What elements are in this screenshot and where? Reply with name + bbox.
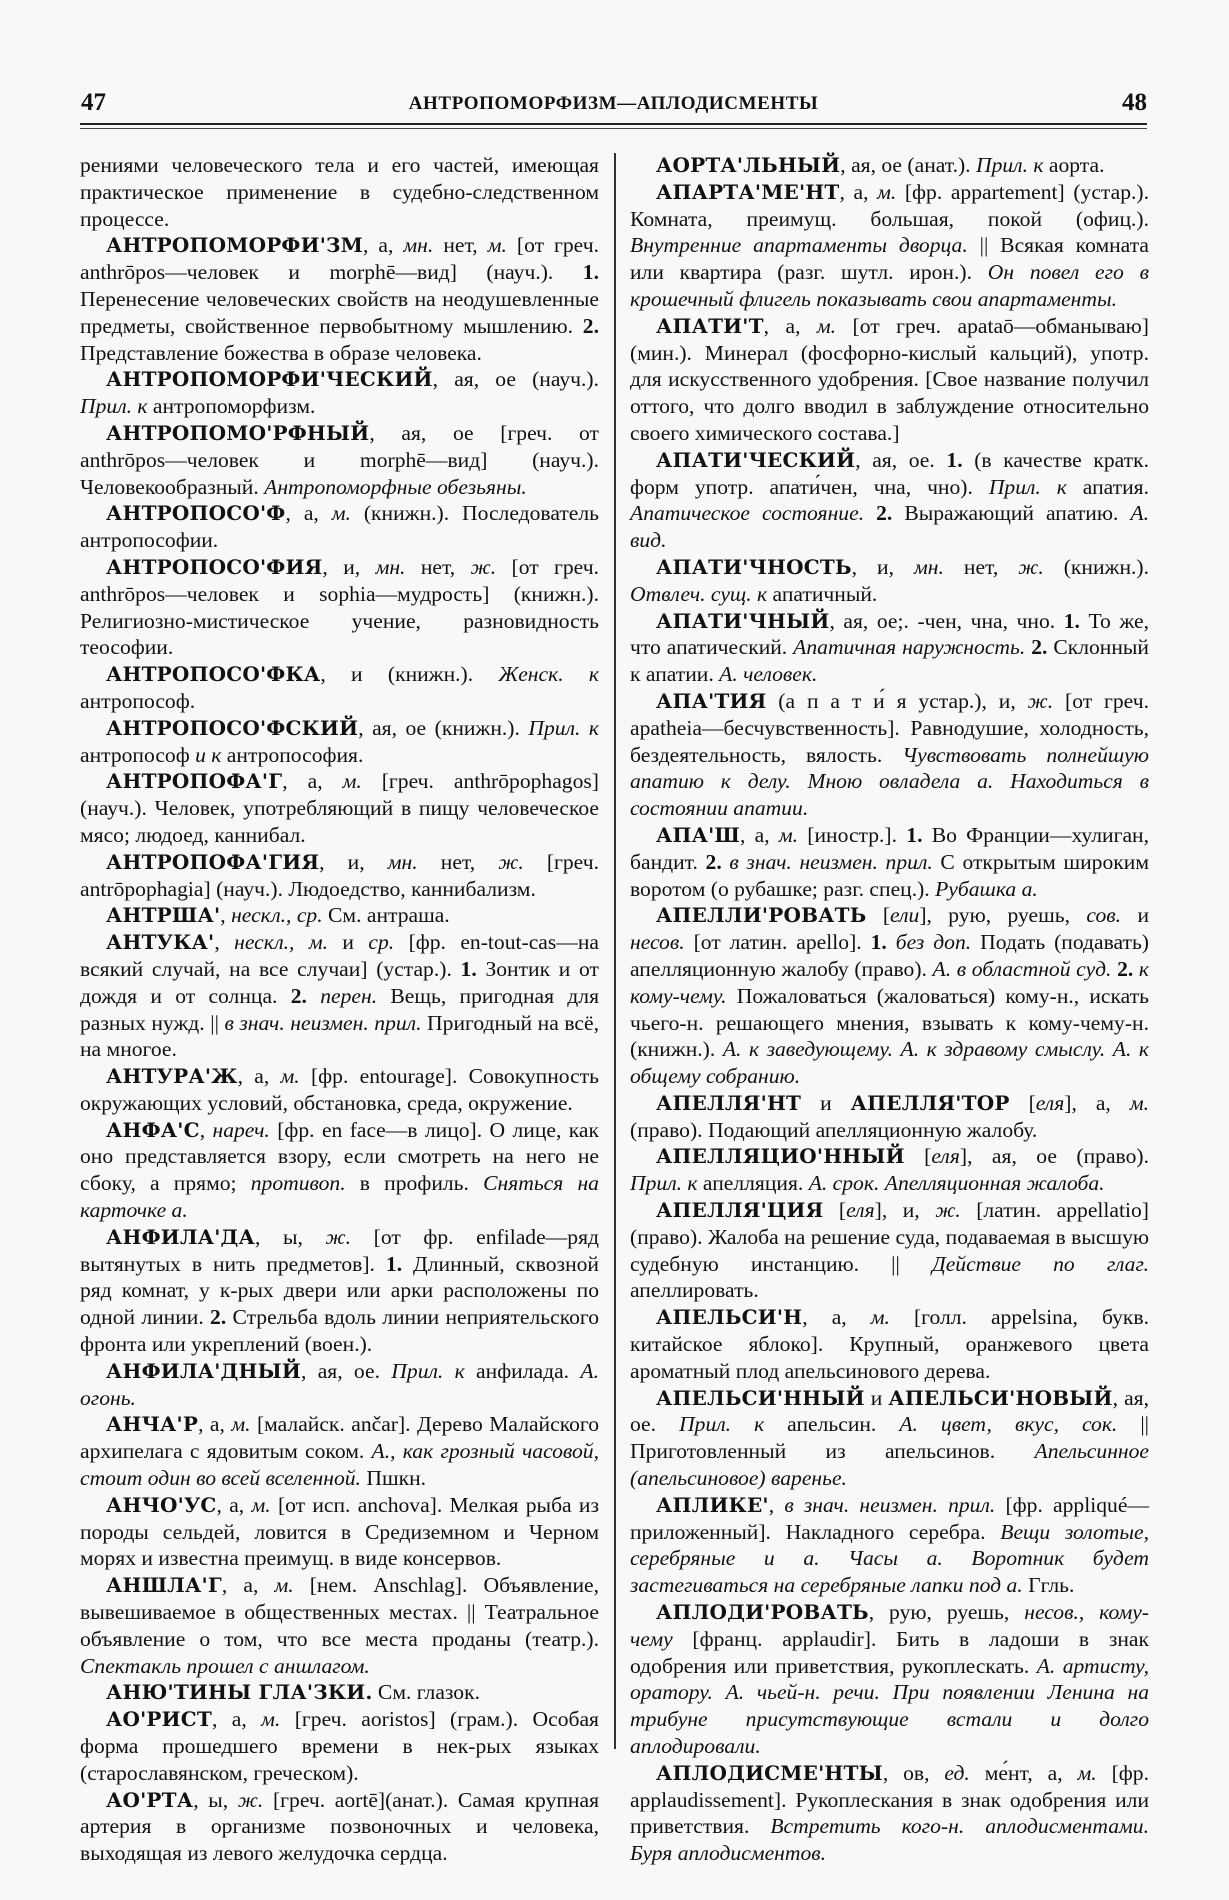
- italic-text: ж.: [325, 1224, 352, 1249]
- body-text: , ов,: [882, 1760, 945, 1785]
- italic-text: м.: [274, 1573, 294, 1598]
- italic-text: нареч.: [212, 1117, 270, 1142]
- bold-text: 1.: [946, 447, 963, 472]
- body-text: апельсин.: [764, 1412, 900, 1437]
- body-text: [нем. Anschlag]. Объявление, вывешиваемое в общественных местах. || Театральное объявление о том, что все места проданы (театр.).: [80, 1573, 599, 1651]
- bold-text: 1.: [582, 260, 599, 285]
- dictionary-entry: [630, 688, 1149, 822]
- italic-text: Прил. к: [988, 474, 1067, 499]
- italic-text: без доп.: [895, 930, 972, 955]
- dictionary-entry: [80, 500, 599, 554]
- right-column: [630, 152, 1149, 1867]
- italic-text: м.: [1077, 1760, 1097, 1785]
- body-text: || Всякая комната или квартира (разг. шутл. ирон.).: [630, 233, 1149, 285]
- body-text: , ая, ое.: [300, 1358, 392, 1383]
- bold-text: 1.: [1063, 608, 1080, 633]
- headword: АНТРОПОФА'Г: [106, 769, 283, 794]
- italic-text: перен.: [320, 983, 378, 1008]
- body-text: Выражающий апатию.: [892, 501, 1131, 526]
- italic-text: мн.: [914, 554, 944, 579]
- bold-text: 2.: [1117, 956, 1134, 981]
- body-text: Пожаловаться (жаловаться) кому-н., искать чьего-н. решающего мнения, взывать к кому-чему-н. (книжн.).: [630, 983, 1149, 1062]
- bold-text: 2.: [1031, 635, 1048, 660]
- body-text: нет,: [405, 554, 471, 579]
- body-text: [греч. anthrōpophagos] (науч.). Человек, употребляющий в пищу человеческое мясо; людоед, каннибал.: [80, 769, 599, 847]
- headword: АПАТИ'ЧЕСКИЙ: [656, 447, 856, 472]
- headword: АПЕЛЛЯ'НТ: [656, 1090, 802, 1115]
- body-text: [307, 984, 320, 1008]
- italic-text: Сняться на карточке а.: [80, 1171, 599, 1223]
- italic-text: Женск. к: [498, 662, 599, 687]
- body-text: [малайск. ančar]. Дерево Малайского архипелага с ядовитым соком.: [80, 1412, 599, 1464]
- body-text: ,: [768, 1492, 785, 1517]
- dictionary-entry: [80, 232, 599, 366]
- body-text: [от исп. anchova]. Мелкая рыба из породы сельдей, ловится в Средиземном и Черном морях и известна преимущ. в виде консервов.: [80, 1492, 599, 1571]
- italic-text: Прил. к: [975, 153, 1044, 177]
- italic-text: Он повел его в крошечный флигель показывать свои апартаменты.: [630, 260, 1149, 311]
- italic-text: Встретить кого-н. аплодисментами. Буря аплодисментов.: [630, 1814, 1149, 1866]
- italic-text: несов., кому-чему: [630, 1600, 1149, 1651]
- bold-text: 1.: [906, 822, 923, 847]
- italic-text: А. огонь.: [80, 1358, 599, 1410]
- italic-text: А. артисту, оратору. А. чьей-н. речи. При появлении Ленина на трибуне присутствующие встали и долго аплодировали.: [630, 1653, 1149, 1759]
- headword: АНТРОПОМОРФИ'ЗМ: [106, 233, 363, 258]
- dictionary-entry: [80, 661, 599, 715]
- italic-text: сов.: [1086, 903, 1122, 928]
- body-text: , а,: [802, 1305, 871, 1330]
- body-text: Пшкн.: [360, 1466, 427, 1491]
- body-text: нет,: [417, 849, 499, 874]
- body-text: , ы,: [193, 1787, 238, 1812]
- italic-text: мн.: [403, 233, 434, 258]
- running-title: АНТРОПОМОРФИЗМ—АПЛОДИСМЕНТЫ: [408, 93, 819, 114]
- body-text: То же, что апатический.: [630, 608, 1149, 660]
- italic-text: нескл., ср.: [231, 903, 323, 928]
- body-text: , а,: [198, 1412, 232, 1437]
- body-text: [от греч. apataō—обманываю] (мин.). Минерал (фосфорно-кислый кальций), употр. для искусственного удобрения. [Свое название получил оттого, что долго вводил в заблуждение относительно своего химического состава.]: [630, 313, 1149, 445]
- body-text: ,: [214, 930, 235, 955]
- body-text: ме́нт, а,: [969, 1760, 1078, 1785]
- italic-text: м.: [331, 501, 351, 526]
- italic-text: Апатичная наружность.: [793, 635, 1026, 660]
- dictionary-entry: [630, 1760, 1149, 1867]
- body-text: [от греч. anthrōpos—человек и sophia—мудрость] (книжн.). Религиозно-мистическое учение, разновидность теософии.: [80, 554, 599, 660]
- headword: АНФА'С: [106, 1117, 200, 1142]
- body-text: [фр. appartement] (устар.). Комната, преимущ. большая, покой (офиц.).: [630, 179, 1149, 231]
- body-text: антропософия.: [221, 742, 364, 767]
- body-text: (книжн.). Последователь антропософии.: [80, 501, 599, 553]
- body-text: С открытым широким воротом (о рубашке; разг. спец.).: [630, 849, 1149, 901]
- headword: АПА'Ш: [656, 822, 740, 847]
- body-text: [от латин. apello].: [684, 930, 871, 955]
- italic-text: Действие по глаг.: [931, 1251, 1149, 1276]
- headword: АПЕЛЬСИ'Н: [656, 1305, 803, 1330]
- dictionary-entry: [630, 179, 1149, 313]
- body-text: [от фр. enfilade—ряд вытянутых в нить предметов].: [80, 1224, 599, 1276]
- dictionary-entry: [80, 902, 599, 929]
- body-text: [голл. appelsina, букв. китайское яблоко]. Крупный, оранжевого цвета ароматный плод апельсинового дерева.: [630, 1305, 1149, 1383]
- body-text: в профиль.: [345, 1171, 484, 1196]
- body-text: антропоморфизм.: [147, 394, 316, 419]
- headword: АПА'ТИЯ: [656, 688, 767, 713]
- body-text: См. глазок.: [372, 1680, 480, 1705]
- dictionary-entry: [630, 1385, 1149, 1492]
- body-text: [: [866, 903, 891, 928]
- italic-text: Чувствовать полнейшую апатию к делу. Мною овладела а. Находиться в состоянии апатии.: [630, 742, 1149, 821]
- headword: АНТРОПОМОРФИ'ЧЕСКИЙ: [106, 367, 433, 392]
- italic-text: мн.: [387, 849, 418, 874]
- body-text: [фр. appliqué—приложенный]. Накладного серебра.: [630, 1492, 1149, 1544]
- body-text: , ая, ое.: [855, 447, 947, 472]
- italic-text: ед.: [944, 1760, 970, 1785]
- headword: АНШЛА'Г: [106, 1573, 222, 1598]
- headword: АНЮ'ТИНЫ ГЛА'ЗКИ.: [106, 1680, 373, 1705]
- body-text: , а,: [221, 1573, 275, 1598]
- body-text: , а,: [739, 822, 779, 847]
- body-text: , ая, ое (анат.).: [840, 153, 976, 177]
- italic-text: еля: [1035, 1090, 1065, 1115]
- body-text: ,: [199, 1117, 213, 1142]
- body-text: [: [904, 1144, 932, 1169]
- body-text: ], и,: [874, 1198, 936, 1223]
- headword: АПАРТА'МЕ'НТ: [656, 179, 840, 204]
- bold-text: 1.: [385, 1251, 403, 1276]
- dictionary-entry: [80, 420, 599, 500]
- body-text: анфилада.: [464, 1358, 581, 1383]
- body-text: , ая, ое.: [630, 1385, 1149, 1437]
- headword: АПЕЛЛИ'РОВАТЬ: [656, 903, 867, 928]
- headword: АНТУКА': [106, 930, 215, 955]
- headword: АНТРОПОСО'Ф: [106, 501, 286, 526]
- italic-text: Рубашка а.: [935, 876, 1038, 901]
- italic-text: и к: [195, 742, 222, 767]
- header-double-rule: [80, 123, 1147, 129]
- italic-text: ж.: [1018, 554, 1044, 579]
- body-text: , рую, руешь,: [868, 1600, 1025, 1625]
- italic-text: мн.: [375, 554, 406, 579]
- italic-text: м.: [261, 1707, 281, 1732]
- body-text: ], а,: [1064, 1090, 1130, 1115]
- headword: АНТРОПОМО'РФНЫЙ: [106, 420, 370, 445]
- dictionary-entry: [630, 822, 1149, 902]
- italic-text: ели: [890, 903, 920, 928]
- body-text: [от греч. apatheia—бесчувственность]. Равнодушие, холодность, бездеятельность, вялость.: [630, 688, 1149, 767]
- body-text: [фр. en-tout-cas—на всякий случай, на все случаи] (устар.).: [80, 930, 600, 981]
- dictionary-entry: [80, 849, 599, 903]
- dictionary-entry: [80, 768, 599, 848]
- headword: АПЕЛЬСИ'ННЫЙ: [656, 1385, 865, 1410]
- dictionary-entry: [80, 929, 599, 1063]
- italic-text: А. человек.: [719, 662, 818, 687]
- italic-text: м.: [342, 769, 362, 794]
- italic-text: еля: [846, 1198, 875, 1223]
- italic-text: м.: [877, 179, 897, 204]
- headword: АО'РИСТ: [106, 1707, 212, 1732]
- dictionary-entry: [80, 1117, 599, 1224]
- headword: АПЕЛЬСИ'НОВЫЙ: [888, 1385, 1113, 1410]
- body-text: [: [1009, 1090, 1036, 1115]
- italic-text: Прил. к: [80, 394, 148, 419]
- body-text: Во Франции—хулиган, бандит.: [630, 822, 1149, 874]
- dictionary-entry: [80, 1787, 599, 1867]
- dictionary-entry: [80, 1679, 599, 1706]
- headword: АПЕЛЛЯ'ЦИЯ: [656, 1198, 824, 1223]
- dictionary-entry: [80, 1224, 599, 1358]
- body-text: [887, 930, 896, 954]
- body-text: ], ая, ое (право).: [959, 1144, 1149, 1169]
- italic-text: к кому-чему.: [630, 956, 1149, 1008]
- body-text: , ая, ое;. -чен, чна, чно.: [829, 608, 1064, 633]
- body-text: См. антраша.: [322, 903, 450, 928]
- body-text: Склонный к апатии.: [630, 635, 1149, 687]
- body-text: и: [328, 930, 369, 955]
- bold-text: 1.: [460, 956, 477, 981]
- dictionary-entry: [80, 554, 599, 661]
- body-text: , а,: [282, 769, 343, 794]
- dictionary-entry: [80, 1572, 599, 1679]
- headword: АНФИЛА'ДА: [106, 1224, 256, 1249]
- body-text: апатия.: [1066, 474, 1149, 499]
- italic-text: А. цвет, вкус, сок.: [899, 1412, 1118, 1437]
- italic-text: противоп.: [250, 1171, 346, 1196]
- body-text: [латин. appellatio] (право). Жалоба на решение суда, подаваемая в высшую судебную инстанцию. ||: [630, 1198, 1149, 1276]
- body-text: антропософ: [80, 742, 196, 767]
- body-text: , ы,: [255, 1224, 326, 1249]
- body-text: Стрельба вдоль линии неприятельского фронта или укреплений (воен.).: [80, 1305, 599, 1357]
- bold-text: 2.: [290, 983, 307, 1008]
- dictionary-entry: [630, 447, 1149, 554]
- body-text: антропософ.: [80, 688, 196, 713]
- body-text: [фр. applaudissement]. Рукоплескания в знак одобрения или приветствия.: [630, 1760, 1149, 1839]
- italic-text: ж.: [498, 849, 524, 874]
- body-text: , и (книжн.).: [320, 662, 499, 687]
- page-number-right: 48: [1122, 89, 1147, 116]
- body-text: и: [864, 1385, 889, 1410]
- italic-text: А. вид.: [630, 501, 1149, 553]
- italic-text: А. в областной суд.: [932, 956, 1112, 981]
- italic-text: ср.: [368, 930, 395, 955]
- body-text: , ая, ое (науч.).: [432, 367, 599, 392]
- body-text: [греч. aortē](анат.). Самая крупная артерия в организме позвоночных и человека, выходящая из левого желудочка сердца.: [80, 1787, 599, 1866]
- body-text: и: [1121, 903, 1149, 928]
- headword: АНТРОПОСО'ФСКИЙ: [106, 715, 359, 740]
- italic-text: Прил. к: [679, 1412, 765, 1437]
- body-text: Длинный, сквозной ряд комнат, у к-рых двери или арки расположены по одной линии.: [80, 1251, 599, 1330]
- body-text: , а,: [285, 501, 332, 526]
- body-text: [греч. aoristos] (грам.). Особая форма прошедшего времени в нек-рых языках (старославянском, греческом).: [80, 1707, 599, 1785]
- bold-text: 1.: [870, 930, 887, 955]
- italic-text: Внутренние апартаменты дворца.: [630, 233, 968, 258]
- body-text: аорта.: [1043, 153, 1105, 177]
- page-header: [80, 88, 1147, 122]
- headword: АНФИЛА'ДНЫЙ: [106, 1358, 301, 1383]
- italic-text: Спектакль прошел с аншлагом.: [80, 1653, 370, 1678]
- page-number-left: 47: [81, 89, 106, 116]
- column-divider: [614, 153, 616, 1749]
- body-text: || Приготовленный из апельсинов.: [630, 1412, 1149, 1464]
- italic-text: А., как грозный часовой, стоит один во всей вселенной.: [80, 1439, 599, 1491]
- body-text: , а,: [211, 1707, 262, 1732]
- dictionary-entry: [630, 1143, 1149, 1197]
- headword: АНЧО'УС: [106, 1492, 217, 1517]
- italic-text: Отвлеч. сущ. к: [630, 581, 768, 606]
- body-text: , и,: [322, 554, 376, 579]
- italic-text: м.: [487, 233, 507, 258]
- italic-text: А. к заведующему. А. к здравому смыслу. А. к общему собранию.: [630, 1037, 1150, 1089]
- italic-text: Прил. к: [528, 715, 599, 740]
- body-text: Зонтик и от дождя и от солнца.: [80, 956, 599, 1008]
- dictionary-entry: [80, 715, 599, 769]
- headword: АНЧА'Р: [106, 1412, 199, 1437]
- italic-text: в знач. неизмен. прил.: [784, 1492, 996, 1517]
- body-text: Ггль.: [1022, 1573, 1075, 1598]
- italic-text: ж.: [470, 554, 497, 579]
- headword: АПЛИКЕ': [656, 1492, 769, 1517]
- body-text: Подать (подавать) апелляционную жалобу (право).: [630, 930, 1149, 981]
- dictionary-entry: [80, 1706, 599, 1786]
- bold-text: 2.: [705, 849, 722, 874]
- left-column: [80, 152, 599, 1867]
- italic-text: ж.: [935, 1198, 961, 1223]
- headword: АПЕЛЛЯ'ТОР: [850, 1090, 1010, 1115]
- headword: АНТУРА'Ж: [106, 1064, 238, 1089]
- italic-text: м.: [1129, 1090, 1149, 1115]
- body-text: , а,: [363, 233, 404, 258]
- bold-text: 2.: [582, 313, 599, 338]
- body-text: (право). Подающий апелляционную жалобу.: [630, 1117, 1038, 1142]
- headword: АОРТА'ЛЬНЫЙ: [656, 153, 841, 177]
- italic-text: м.: [816, 313, 837, 338]
- dictionary-entry: [630, 1304, 1149, 1384]
- body-text: (а п а т и́ я устар.), и,: [766, 688, 1028, 713]
- italic-text: А. срок. Апелляционная жалоба.: [808, 1171, 1105, 1196]
- dictionary-entry: [80, 1492, 599, 1572]
- headword: АНТРОПОСО'ФИЯ: [106, 554, 323, 579]
- dictionary-entry: [80, 366, 599, 420]
- headword: АПАТИ'ЧНОСТЬ: [656, 554, 852, 579]
- dictionary-entry: [630, 313, 1149, 447]
- italic-text: Антропоморфные обезьяны.: [264, 474, 527, 499]
- dictionary-entry: [630, 152, 1149, 179]
- italic-text: м.: [231, 1412, 251, 1437]
- body-text: (в качестве кратк. форм употр. апати́чен, чна, чно).: [630, 447, 1149, 499]
- body-text: , а,: [763, 313, 817, 338]
- body-text: апеллировать.: [630, 1278, 759, 1303]
- dictionary-entry: [80, 152, 599, 232]
- body-text: , а,: [839, 179, 878, 204]
- body-text: [864, 501, 876, 525]
- body-text: и: [801, 1090, 851, 1115]
- italic-text: еля: [931, 1144, 960, 1169]
- italic-text: м.: [251, 1492, 271, 1517]
- body-text: , ая, ое (книжн.).: [358, 715, 529, 740]
- dictionary-entry: [630, 1197, 1149, 1304]
- headword: АНТРОПОСО'ФКА: [106, 662, 321, 687]
- italic-text: Апельсинное (апельсиновое) варенье.: [630, 1439, 1149, 1491]
- headword: АНТРОПОФА'ГИЯ: [106, 849, 320, 874]
- bold-text: 2.: [876, 501, 893, 526]
- body-text: , а,: [216, 1492, 252, 1517]
- body-text: ,: [220, 903, 232, 928]
- italic-text: Апатическое состояние.: [630, 501, 865, 526]
- headword: АПЛОДИСМЕ'НТЫ: [656, 1760, 883, 1785]
- body-text: [греч. antrōpophagia] (науч.). Людоедство, каннибализм.: [80, 849, 599, 901]
- body-text: (книжн.).: [1043, 554, 1149, 579]
- dictionary-entry: [630, 554, 1149, 608]
- body-text: апелляция.: [697, 1171, 809, 1196]
- body-text: Пригодный на всё, на многое.: [80, 1010, 599, 1062]
- body-text: ], рую, руешь,: [919, 903, 1087, 928]
- body-text: [: [823, 1198, 847, 1223]
- italic-text: м.: [870, 1305, 890, 1330]
- italic-text: в знач. неизмен. прил.: [224, 1010, 422, 1035]
- italic-text: несов.: [630, 930, 685, 955]
- dictionary-entry: [630, 902, 1149, 1090]
- dictionary-entry: [80, 1411, 599, 1491]
- headword: АПАТИ'Т: [656, 313, 764, 338]
- headword: АО'РТА: [106, 1787, 194, 1812]
- body-text: , ая, ое [греч. от anthrōpos—человек и morphē—вид] (науч.). Человекообразный.: [80, 420, 599, 499]
- body-text: апатичный.: [767, 581, 878, 606]
- headword: АПАТИ'ЧНЫЙ: [656, 608, 830, 633]
- body-text: нет,: [433, 233, 488, 258]
- headword: АПЛОДИ'РОВАТЬ: [656, 1600, 869, 1625]
- dictionary-entry: [630, 1492, 1149, 1599]
- italic-text: м.: [280, 1064, 300, 1089]
- body-text: [фр. en face—в лицо]. О лице, как оно представляется взору, если смотреть на него не сбоку, а прямо;: [80, 1117, 600, 1196]
- bold-text: 2.: [210, 1305, 227, 1330]
- body-text: нет,: [943, 554, 1019, 579]
- body-text: [от греч. anthrōpos—человек и morphē—вид] (науч.).: [80, 233, 599, 285]
- body-text: рениями человеческого тела и его частей, имеющая практическое применение в судебно-следственном процессе.: [80, 153, 599, 231]
- body-text: , и,: [319, 849, 388, 874]
- italic-text: Вещи золотые, серебряные и а. Часы а. Воротник будет застегиваться на серебряные лапки под а.: [630, 1519, 1149, 1598]
- body-text: [иностр.].: [798, 822, 907, 847]
- headword: АНТРША': [106, 903, 221, 928]
- italic-text: ж.: [1027, 688, 1054, 713]
- body-text: , а,: [237, 1064, 281, 1089]
- italic-text: нескл., м.: [234, 930, 329, 955]
- italic-text: в знач. неизмен. прил.: [729, 849, 933, 874]
- body-text: Перенесение человеческих свойств на неодушевленные предметы, свойственное первобытному мышлению.: [80, 286, 599, 338]
- italic-text: Прил. к: [391, 1358, 465, 1383]
- body-text: , и,: [851, 554, 914, 579]
- italic-text: ж.: [237, 1787, 264, 1812]
- body-text: [фр. entourage]. Совокупность окружающих условий, обстановка, среда, окружение.: [80, 1064, 599, 1115]
- italic-text: Прил. к: [630, 1171, 698, 1196]
- headword: АПЕЛЛЯЦИО'ННЫЙ: [656, 1144, 905, 1169]
- body-text: [франц. applaudir]. Бить в ладоши в знак одобрения или приветствия, рукоплескать.: [630, 1626, 1149, 1678]
- dictionary-entry: [80, 1063, 599, 1117]
- dictionary-entry: [630, 1090, 1149, 1144]
- dictionary-entry: [630, 608, 1149, 688]
- body-text: Представление божества в образе человека.: [80, 340, 482, 365]
- dictionary-entry: [80, 1358, 599, 1412]
- dictionary-entry: [630, 1599, 1149, 1760]
- italic-text: м.: [778, 822, 799, 847]
- body-text: Вещь, пригодная для разных нужд. ||: [80, 983, 600, 1035]
